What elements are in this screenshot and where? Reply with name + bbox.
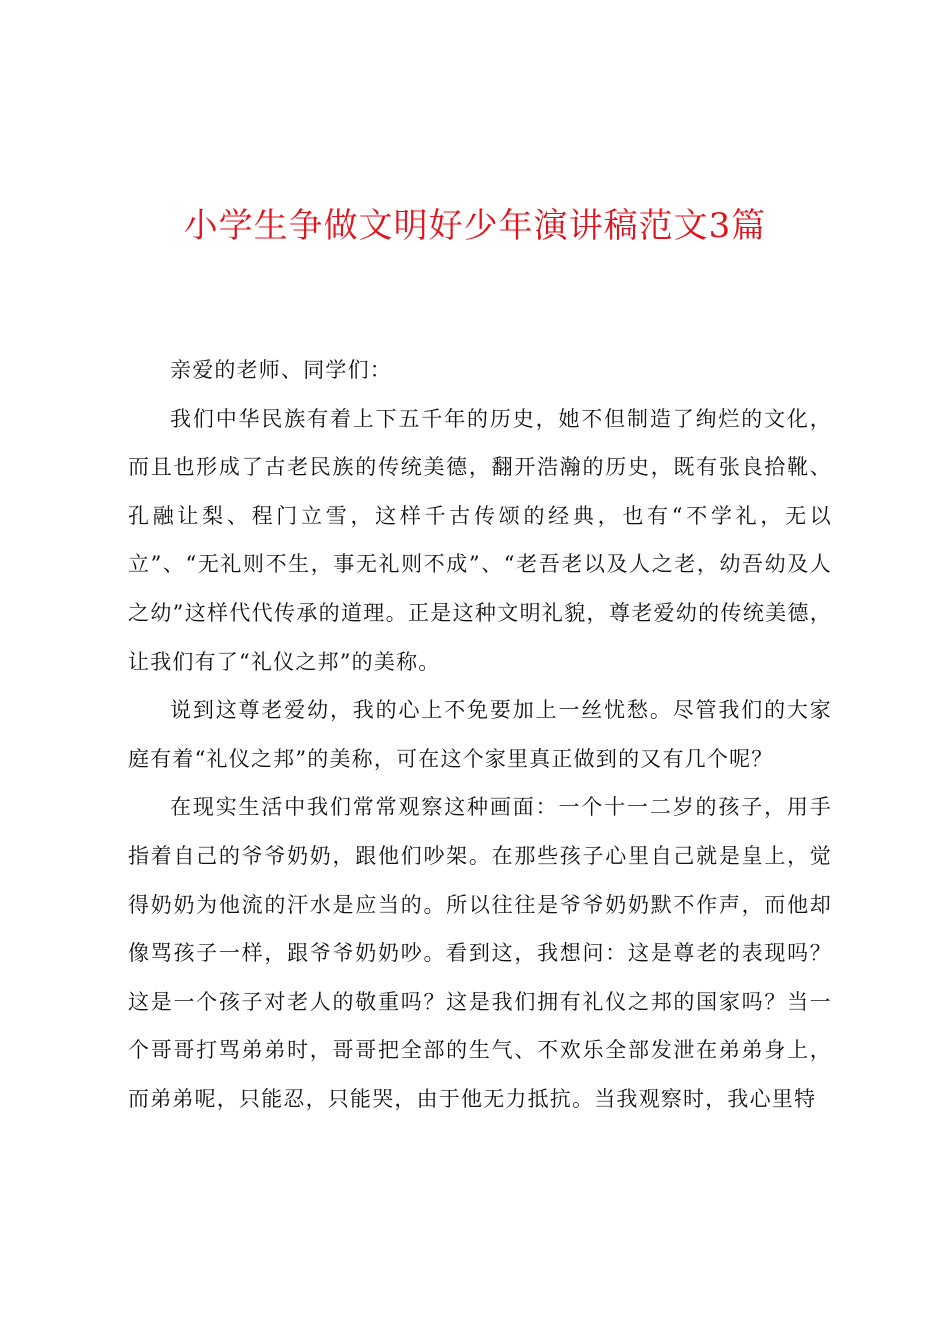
document-body bbox=[128, 346, 832, 1124]
paragraph-greeting: 亲爱的老师、同学们： bbox=[170, 358, 392, 382]
paragraph: 我们中华民族有着上下五千年的历史，她不但制造了绚烂的文化，而且也形成了古老民族的传统美德，翻开浩瀚的历史，既有张良拾靴、孔融让梨、程门立雪，这样千古传颂的经典，也有“不学礼，无以立”、“无礼则不生，事无礼则不成”、“老吾老以及人之老，幼吾幼及人之幼”这样代代传承的道理。正是这种文明礼貌，尊老爱幼的传统美德，让我们有了“礼仪之邦”的美称。 bbox=[128, 406, 832, 674]
paragraph: 说到这尊老爱幼，我的心上不免要加上一丝忧愁。尽管我们的大家庭有着“礼仪之邦”的美称，可在这个家里真正做到的又有几个呢？ bbox=[128, 698, 832, 771]
paragraph: 在现实生活中我们常常观察这种画面：一个十一二岁的孩子，用手指着自己的爷爷奶奶，跟他们吵架。在那些孩子心里自己就是皇上，觉得奶奶为他流的汗水是应当的。所以往往是爷爷奶奶默不作声，而他却像骂孩子一样，跟爷爷奶奶吵。看到这，我想问：这是尊老的表现吗？这是一个孩子对老人的敬重吗？这是我们拥有礼仪之邦的国家吗？当一个哥哥打骂弟弟时，哥哥把全部的生气、不欢乐全部发泄在弟弟身上，而弟弟呢，只能忍，只能哭，由于他无力抵抗。当我观察时，我心里特 bbox=[128, 795, 832, 1111]
document-title: 小学生争做文明好少年演讲稿范文3篇 bbox=[183, 206, 767, 246]
